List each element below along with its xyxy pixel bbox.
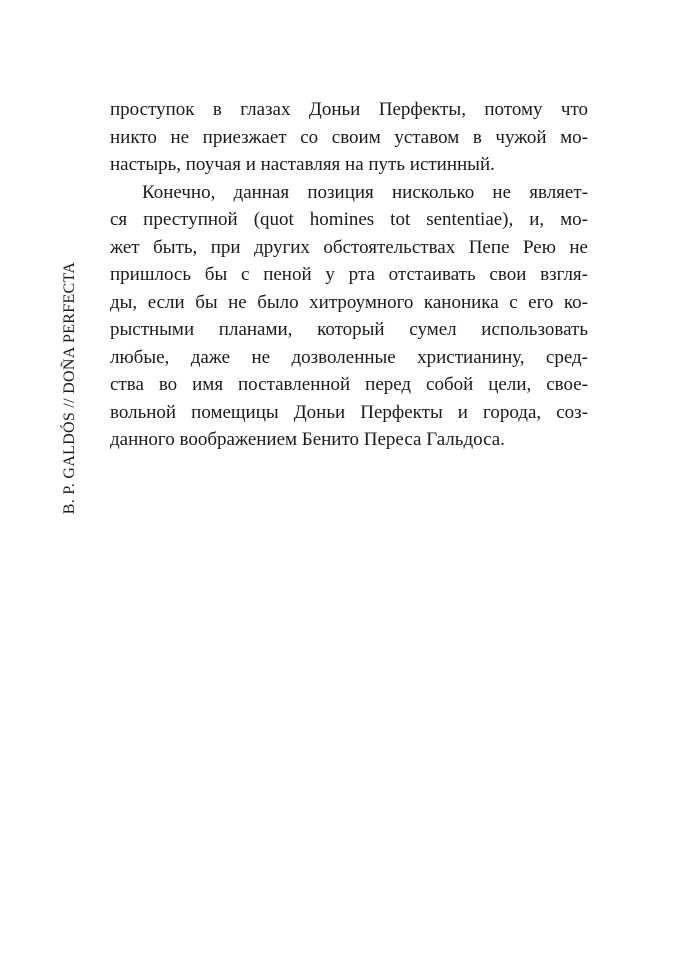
paragraph-2 [110,179,588,454]
text-line: жет быть, при других обстоятельствах Пепе Рею не [110,236,588,258]
text-line: рыстными планами, который сумел использовать [110,319,588,340]
text-line: проступок в глазах Доньи Перфекты, потому что [110,99,588,120]
text-line: никто не приезжает со своим уставом в чужой мо- [110,126,588,148]
text-line: ды, если бы не было хитроумного каноника с его ко- [110,291,588,313]
text-line: ся преступной (quot homines tot sententiae), и, мо- [110,209,588,230]
running-head: B. P. GALDÓS // DOÑA PERFECTA [61,261,78,515]
text-line: ства во имя поставленной перед собой цели, свое- [110,374,588,395]
text-line: данного воображением Бенито Переса Гальдоса. [110,429,505,450]
paragraph-1 [110,96,588,179]
text-line: Конечно, данная позиция нисколько не являет- [142,181,588,203]
text-line: пришлось бы с пеной у рта отстаивать свои взгля- [110,264,588,285]
text-line: любые, даже не дозволенные христианину, сред- [110,346,588,368]
text-line: настырь, поучая и наставляя на путь истинный. [110,154,495,175]
text-line: вольной помещицы Доньи Перфекты и города, соз- [110,401,588,423]
body-text [110,96,588,454]
